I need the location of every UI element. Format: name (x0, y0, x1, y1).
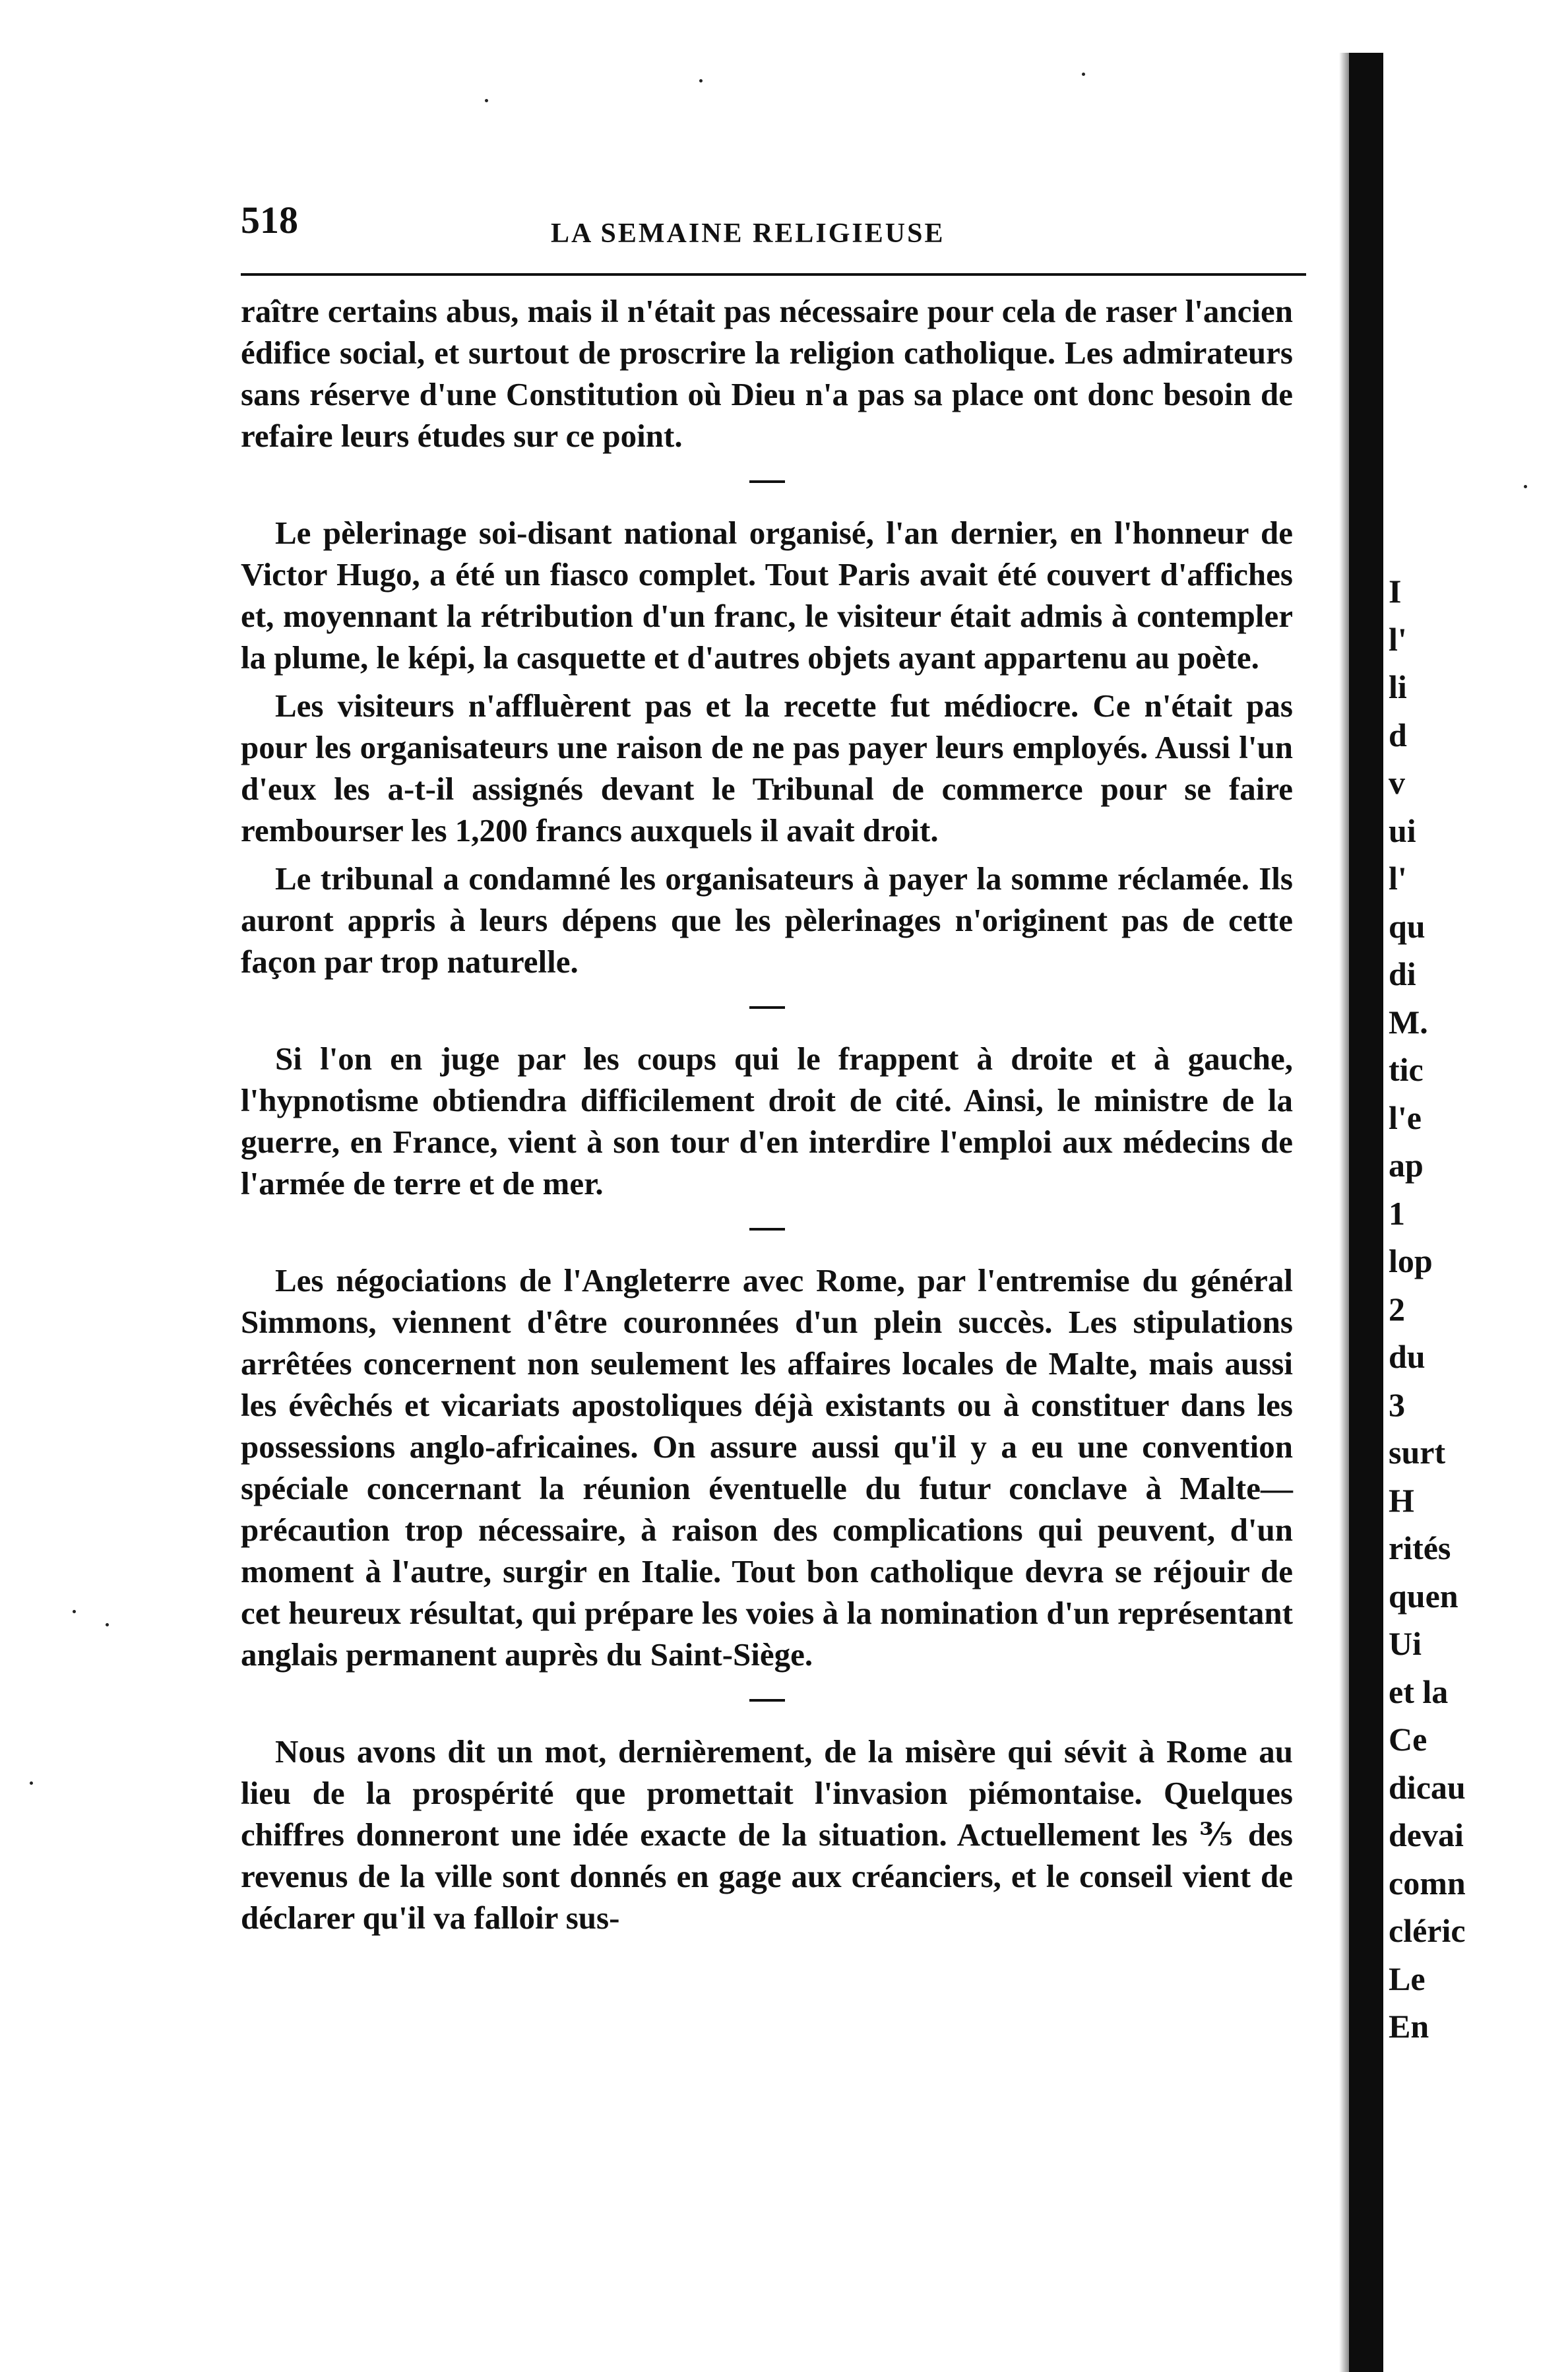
scan-speck (699, 79, 703, 82)
facing-fragment: H (1389, 1481, 1414, 1519)
binding-gutter (1349, 53, 1383, 2372)
facing-fragment: d (1389, 716, 1407, 753)
facing-fragment: 3 (1389, 1386, 1405, 1423)
scan-speck (73, 1610, 76, 1613)
facing-fragment: qu (1389, 907, 1426, 945)
paragraph: Nous avons dit un mot, dernièrement, de la misère qui sévit à Rome au lieu de la prospérité que promettait l'invasion piémontaise. Quelques chiffres donneront une idée exacte de la situation. Actuellement les ⅗ des revenus de la ville sont donnés en gage aux créanciers, et le conseil vient de déclarer qu'il va falloir sus- (241, 1733, 1293, 1936)
paragraph: Si l'on en juge par les coups qui le frappent à droite et à gauche, l'hypnotisme obtiendra difficilement droit de cité. Ainsi, le ministre de la guerre, en France, vient à son tour d'en interdire l'emploi aux médecins de l'armée de terre et de mer. (241, 1041, 1293, 1202)
section-separator (749, 1006, 785, 1009)
scan-speck (30, 1781, 33, 1785)
facing-fragment: ui (1389, 812, 1416, 849)
paragraph: Les visiteurs n'affluèrent pas et la recette fut médiocre. Ce n'était pas pour les organisateurs une raison de ne pas payer leurs employés. Aussi l'un d'eux les a-t-il assignés devant le Tribunal de commerce pour se faire rembourser les 1,200 francs auxquels il avait droit. (241, 688, 1293, 849)
scan-speck (106, 1623, 109, 1626)
facing-fragment: du (1389, 1338, 1426, 1375)
facing-fragment: Ce (1389, 1721, 1427, 1758)
facing-fragment: comn (1389, 1864, 1466, 1902)
facing-fragment: M. (1389, 1003, 1428, 1041)
facing-fragment: 1 (1389, 1194, 1405, 1232)
paragraph: Les négociations de l'Angleterre avec Rome, par l'entremise du général Simmons, viennent d'être couronnées d'un plein succès. Les stipulations arrêtées concernent non seulement les affaires locales de Malte, mais aussi les évêchés et vicariats apostoliques déjà existants ou à constituer dans les possessions anglo-africaines. On assure aussi qu'il y a eu une convention spéciale concernant la réunion éventuelle du futur conclave à Malte—précaution trop nécessaire, à raison des complications qui peuvent, d'un moment à l'autre, surgir en Italie. Tout bon catholique devra se réjouir de cet heureux résultat, qui prépare les voies à la nomination d'un représentant anglais permanent auprès du Saint-Siège. (241, 1262, 1293, 1673)
section-separator (749, 1699, 785, 1702)
facing-fragment: Ui (1389, 1625, 1422, 1662)
facing-fragment: tic (1389, 1051, 1424, 1088)
facing-fragment: l' (1389, 860, 1407, 897)
scan-speck (485, 99, 488, 102)
facing-fragment: En (1389, 2008, 1429, 2045)
header-rule (241, 273, 1306, 276)
facing-fragment: lop (1389, 1242, 1433, 1279)
facing-fragment: et la (1389, 1673, 1449, 1710)
facing-fragment: ap (1389, 1147, 1424, 1184)
facing-fragment: I (1389, 573, 1402, 610)
scan-speck (1082, 73, 1085, 76)
facing-fragment: devai (1389, 1816, 1464, 1853)
paragraph: raître certains abus, mais il n'était pas nécessaire pour cela de raser l'ancien édifice social, et surtout de proscrire la religion catholique. Les admirateurs sans réserve d'une Constitution où Dieu n'a pas sa place ont donc besoin de refaire leurs études sur ce point. (241, 293, 1293, 454)
facing-fragment: v (1389, 764, 1405, 801)
article-body (241, 290, 1293, 1939)
page-number: 518 (241, 199, 298, 241)
section-separator (749, 1228, 785, 1231)
facing-fragment: quen (1389, 1577, 1458, 1615)
facing-fragment: li (1389, 668, 1407, 705)
facing-fragment: 2 (1389, 1290, 1405, 1328)
facing-fragment: dicau (1389, 1768, 1466, 1806)
page-header (241, 198, 1306, 257)
facing-fragment: di (1389, 955, 1416, 992)
paragraph: Le tribunal a condamné les organisateurs à payer la somme réclamée. Ils auront appris à leurs dépens que les pèlerinages n'originent pas de cette façon par trop naturelle. (241, 860, 1293, 980)
facing-fragment: l' (1389, 620, 1407, 658)
running-title: LA SEMAINE RELIGIEUSE (551, 218, 945, 249)
facing-fragment: cléric (1389, 1912, 1466, 1949)
facing-fragment: l'e (1389, 1099, 1422, 1136)
facing-fragment: rités (1389, 1529, 1451, 1566)
paragraph: Le pèlerinage soi-disant national organisé, l'an dernier, en l'honneur de Victor Hugo, a été un fiasco complet. Tout Paris avait été couvert d'affiches et, moyennant la rétribution d'un franc, le visiteur était admis à contempler la plume, le képi, la casquette et d'autres objets ayant appartenu au poète. (241, 515, 1293, 676)
facing-fragment: Le (1389, 1960, 1426, 1997)
facing-page-fragments (1389, 567, 1568, 2051)
section-separator (749, 480, 785, 483)
facing-fragment: surt (1389, 1434, 1446, 1471)
scan-speck (1524, 485, 1527, 488)
